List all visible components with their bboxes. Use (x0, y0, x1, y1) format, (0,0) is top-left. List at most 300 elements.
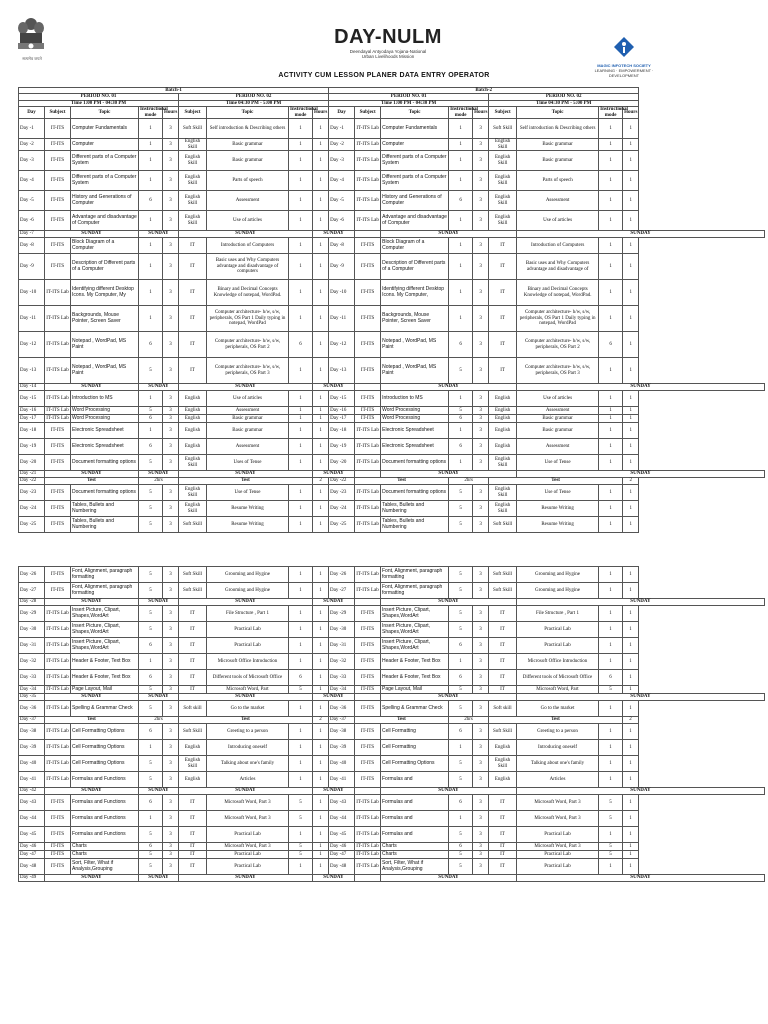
sunday-label: SUNDAY (45, 599, 139, 606)
mode-cell: 1 (599, 423, 623, 439)
table-row (19, 254, 765, 280)
subject-cell: IT-ITS (355, 306, 381, 332)
topic-cell: Insert Picture, Clipart, Shapes,WordArt (381, 638, 449, 654)
day-cell: Day -41 (329, 772, 355, 788)
mode-cell: 5 (599, 795, 623, 811)
subject-cell: IT (179, 811, 207, 827)
day-cell: Day -46 (329, 843, 355, 851)
topic-cell: Tables, Bullets and Numbering (381, 517, 449, 533)
emblem-icon (14, 16, 48, 58)
hours-cell: 1 (313, 843, 329, 851)
topic-cell: Resume Writing (207, 501, 289, 517)
subject-cell: English (179, 772, 207, 788)
topic-cell: Basic grammar (207, 415, 289, 423)
subject-cell: IT-ITS Lab (45, 772, 71, 788)
subject-cell: IT-ITS (45, 843, 71, 851)
subject-cell: English Skill (489, 139, 517, 151)
hours-cell: 3 (473, 171, 489, 191)
hours-cell: 1 (313, 358, 329, 384)
mode-cell: 6 (449, 415, 473, 423)
mode-cell: 6 (139, 843, 163, 851)
hours-cell: 3 (473, 517, 489, 533)
mode-cell: 5 (139, 756, 163, 772)
column-header: Day (329, 107, 355, 119)
topic-cell: Introduction to MS (381, 391, 449, 407)
subject-cell: English (179, 423, 207, 439)
mode-cell: 1 (599, 654, 623, 670)
day-cell: Day -38 (329, 724, 355, 740)
hours-cell: 1 (313, 332, 329, 358)
day-cell: Day -24 (329, 501, 355, 517)
hours-cell: 1 (623, 391, 639, 407)
mode-cell: 1 (289, 238, 313, 254)
hours-cell: 3 (473, 686, 489, 694)
subject-cell: IT (489, 622, 517, 638)
mode-cell: 1 (599, 859, 623, 875)
mode-cell: 1 (289, 191, 313, 211)
topic-cell: Resume Writing (207, 517, 289, 533)
mode-cell: 1 (449, 654, 473, 670)
topic-cell: Introducing oneself (207, 740, 289, 756)
table-row (19, 795, 765, 811)
day-cell: Day -39 (329, 740, 355, 756)
column-header: Hours (163, 107, 179, 119)
mode-cell: 1 (599, 358, 623, 384)
test-label: Test (489, 478, 623, 485)
mode-cell: 1 (449, 238, 473, 254)
day-cell (355, 599, 381, 606)
hours-cell: 3 (473, 358, 489, 384)
topic-cell: Binary and Decimal Concepts Knowledge of notepad, WordPad. (517, 280, 599, 306)
subject-cell: English (179, 439, 207, 455)
day-cell: Day -8 (329, 238, 355, 254)
topic-cell: File Structure , Part 1 (207, 606, 289, 622)
subject-cell: IT-ITS (355, 332, 381, 358)
hours-cell: 3 (473, 583, 489, 599)
topic-cell: Different parts of a Computer System (71, 151, 139, 171)
mode-cell: 5 (599, 811, 623, 827)
topic-cell: Practical Lab (207, 851, 289, 859)
mode-cell: 1 (289, 391, 313, 407)
hours-cell: 3 (163, 415, 179, 423)
table-row (19, 439, 765, 455)
sunday-row (19, 694, 765, 701)
hours-cell: 3 (163, 119, 179, 139)
topic-cell: Practical Lab (517, 859, 599, 875)
mode-cell: 1 (289, 151, 313, 171)
table-row (19, 622, 765, 638)
day-cell: Day -44 (329, 811, 355, 827)
sunday-label: SUNDAY (313, 231, 355, 238)
hours-cell: 1 (313, 701, 329, 717)
topic-cell: Assessment (517, 439, 599, 455)
subject-cell: English (489, 772, 517, 788)
topic-cell: Basic uses and Why Computers advantage and disadvantage of computers (207, 254, 289, 280)
subject-cell: IT-ITS (45, 139, 71, 151)
subject-cell: IT-ITS Lab (45, 358, 71, 384)
table-row (19, 701, 765, 717)
day-cell: Day -45 (329, 827, 355, 843)
mode-cell: 1 (599, 606, 623, 622)
mode-cell: 1 (599, 191, 623, 211)
subject-cell: Soft Skill (489, 119, 517, 139)
day-cell: Day -37 (19, 717, 45, 724)
table-row (19, 238, 765, 254)
lesson-plan-table-part-1 (18, 87, 765, 533)
mode-cell: 1 (289, 139, 313, 151)
subject-cell: IT-ITS Lab (45, 622, 71, 638)
subject-cell: IT-ITS Lab (355, 455, 381, 471)
hours-cell: 3 (473, 501, 489, 517)
topic-cell: Microsoft Word, Part (517, 686, 599, 694)
hours-cell: 1 (313, 407, 329, 415)
sunday-label: SUNDAY (313, 694, 355, 701)
topic-cell: Talking about one's family (517, 756, 599, 772)
day-cell: Day -45 (19, 827, 45, 843)
period-header: PERIOD NO. 02 (179, 94, 329, 100)
table-row (19, 859, 765, 875)
day-cell (355, 231, 381, 238)
subject-cell: IT-ITS Lab (355, 171, 381, 191)
mode-cell: 1 (289, 439, 313, 455)
mode-cell: 6 (449, 843, 473, 851)
sunday-label: SUNDAY (139, 384, 179, 391)
day-cell: Day -2 (19, 139, 45, 151)
mode-cell: 1 (599, 238, 623, 254)
topic-cell: Basic grammar (517, 423, 599, 439)
hours-cell: 1 (623, 622, 639, 638)
topic-cell: Assessment (207, 191, 289, 211)
mode-cell: 1 (599, 211, 623, 231)
topic-cell: Basic grammar (207, 151, 289, 171)
day-cell: Day -43 (329, 795, 355, 811)
subject-cell: IT-ITS (45, 827, 71, 843)
day-cell: Day -16 (19, 407, 45, 415)
day-cell: Day -48 (19, 859, 45, 875)
subject-cell: IT-ITS Lab (355, 139, 381, 151)
subject-cell: IT (489, 851, 517, 859)
topic-cell: Word Processing (71, 407, 139, 415)
topic-cell: Introduction of Computers (517, 238, 599, 254)
mode-cell: 5 (139, 455, 163, 471)
subject-cell: English Skill (179, 211, 207, 231)
sunday-row (19, 875, 765, 882)
subject-cell: IT-ITS (45, 254, 71, 280)
mode-cell: 1 (289, 423, 313, 439)
day-cell: Day -32 (19, 654, 45, 670)
hours-cell: 3 (163, 391, 179, 407)
subject-cell: IT-ITS Lab (355, 517, 381, 533)
mode-cell: 5 (289, 795, 313, 811)
topic-cell: Different parts of a Computer System (71, 171, 139, 191)
sunday-label: SUNDAY (45, 231, 139, 238)
day-cell: Day -46 (19, 843, 45, 851)
hours-cell: 1 (623, 407, 639, 415)
topic-cell: Introduction of Computers (207, 238, 289, 254)
mode-cell: 5 (449, 567, 473, 583)
subject-cell: English Skill (489, 171, 517, 191)
subject-cell: IT-ITS Lab (355, 811, 381, 827)
subject-cell: Soft Skill (179, 567, 207, 583)
sunday-label: SUNDAY (517, 384, 765, 391)
sunday-label: SUNDAY (313, 788, 355, 795)
mode-cell: 5 (599, 851, 623, 859)
hours-cell: 1 (623, 139, 639, 151)
topic-cell: Identifying different Desktop Icons. My Computer, My (71, 280, 139, 306)
subject-cell: English Skill (179, 171, 207, 191)
day-cell: Day -6 (19, 211, 45, 231)
day-cell: Day -40 (329, 756, 355, 772)
table-row (19, 501, 765, 517)
topic-cell: Document formatting options (71, 455, 139, 471)
mode-cell: 5 (139, 622, 163, 638)
table-row (19, 407, 765, 415)
mode-cell: 6 (139, 795, 163, 811)
mode-cell: 6 (599, 670, 623, 686)
day-cell: Day -13 (19, 358, 45, 384)
subject-cell: IT-ITS (355, 638, 381, 654)
subject-cell: Soft Skill (179, 724, 207, 740)
table-row (19, 455, 765, 471)
subject-cell: English Skill (489, 151, 517, 171)
mode-cell: 5 (449, 859, 473, 875)
hours-cell: 1 (313, 280, 329, 306)
topic-cell: Font, Alignment, paragraph formatting (381, 567, 449, 583)
subject-cell: IT (179, 606, 207, 622)
hours-cell: 1 (313, 423, 329, 439)
hours-cell: 1 (623, 654, 639, 670)
table-row (19, 485, 765, 501)
hours-cell: 1 (623, 851, 639, 859)
subject-cell: IT-ITS (45, 423, 71, 439)
mode-cell: 1 (289, 407, 313, 415)
column-header: Topic (517, 107, 599, 119)
hours-cell: 1 (313, 119, 329, 139)
subject-cell: IT (179, 851, 207, 859)
subject-cell: IT-ITS Lab (356, 851, 379, 857)
hours-cell: 1 (623, 439, 639, 455)
hours-cell: 1 (623, 485, 639, 501)
mode-cell: 5 (139, 485, 163, 501)
subject-cell: IT (179, 670, 207, 686)
topic-cell: Charts (381, 843, 449, 851)
topic-cell: Word Processing (71, 415, 139, 423)
subject-cell: English Skill (489, 501, 517, 517)
test-label: Test (355, 717, 449, 724)
period-time: Time 04:30 PM - 5:00 PM (489, 100, 639, 106)
mode-cell: 1 (449, 306, 473, 332)
hours-cell: 1 (623, 119, 639, 139)
topic-cell: Computer architecture- h/w, s/w, peripherals, OS Part 3 (207, 358, 289, 384)
topic-cell: Formulas and (381, 772, 449, 788)
subject-cell: IT-ITS (45, 485, 71, 501)
topic-cell: Practical Lab (207, 638, 289, 654)
mode-cell: 1 (599, 306, 623, 332)
logo-subtitle-2: Urban Livelihoods Mission (361, 54, 415, 59)
day-cell: Day -10 (19, 280, 45, 306)
mode-cell: 1 (139, 139, 163, 151)
mode-cell: 1 (139, 423, 163, 439)
topic-cell: Resume Writing (517, 501, 599, 517)
hours-cell: 1 (313, 622, 329, 638)
mode-cell: 6 (289, 332, 313, 358)
day-cell: Day -11 (329, 306, 355, 332)
hours-cell: 3 (163, 211, 179, 231)
hours-cell: 3 (473, 332, 489, 358)
subject-cell: IT-ITS (45, 119, 71, 139)
mode-cell: 5 (289, 811, 313, 827)
column-header: Hours (623, 107, 639, 119)
sunday-label: SUNDAY (381, 875, 517, 882)
subject-cell: IT (179, 686, 207, 694)
subject-cell: IT-ITS (355, 740, 381, 756)
hours-cell: 3 (163, 254, 179, 280)
mode-cell: 1 (599, 391, 623, 407)
table-row (19, 638, 765, 654)
hours-cell: 3 (473, 211, 489, 231)
day-cell: Day -10 (329, 280, 355, 306)
sunday-label: SUNDAY (45, 875, 139, 882)
topic-cell: Font, Alignment, paragraph formatting (71, 583, 139, 599)
subject-cell: IT-ITS Lab (355, 827, 381, 843)
mode-cell: 1 (289, 415, 313, 423)
mode-cell: 1 (289, 772, 313, 788)
hours-cell: 3 (473, 851, 489, 859)
hours-cell: 1 (313, 583, 329, 599)
subject-cell: IT (489, 332, 517, 358)
sunday-label: SUNDAY (381, 384, 517, 391)
mode-cell: 1 (289, 859, 313, 875)
subject-cell: IT-ITS Lab (45, 332, 71, 358)
topic-cell: Header & Footer, Text Box (381, 670, 449, 686)
day-cell: Day -4 (329, 171, 355, 191)
day-cell: Day -1 (329, 119, 355, 139)
day-cell: Day -33 (329, 670, 355, 686)
subject-cell: English Skill (489, 191, 517, 211)
subject-cell: English Skill (179, 191, 207, 211)
day-cell: Day -25 (329, 517, 355, 533)
subject-cell: IT-ITS (45, 811, 71, 827)
hours-cell: 3 (473, 740, 489, 756)
mode-cell: 1 (449, 740, 473, 756)
day-cell: Day -21 (19, 471, 45, 478)
topic-cell: Header & Footer, Text Box (381, 654, 449, 670)
mode-cell: 6 (289, 670, 313, 686)
mode-cell: 1 (139, 811, 163, 827)
topic-cell: Grooming and Hygine (517, 567, 599, 583)
topic-cell: Cell Formatting Options (71, 724, 139, 740)
hours-cell: 3 (163, 567, 179, 583)
mode-cell: 1 (139, 740, 163, 756)
table-row (19, 756, 765, 772)
hours-cell: 1 (623, 501, 639, 517)
subject-cell: IT-ITS Lab (45, 670, 71, 686)
mode-cell: 1 (599, 151, 623, 171)
column-header: Instructional mode (290, 107, 318, 118)
mode-cell: 5 (449, 358, 473, 384)
hours-cell: 3 (473, 859, 489, 875)
subject-cell: Soft skill (179, 701, 207, 717)
subject-cell: IT-ITS Lab (45, 756, 71, 772)
mode-cell: 1 (449, 423, 473, 439)
hours-cell: 1 (313, 811, 329, 827)
topic-cell: History and Generations of Computer (381, 191, 449, 211)
hours-cell: 3 (163, 724, 179, 740)
table-row (19, 171, 765, 191)
hours-cell: 1 (623, 415, 639, 423)
day-cell: Day -13 (329, 358, 355, 384)
mode-cell: 6 (449, 670, 473, 686)
topic-cell: Notepad , WordPad, MS Paint (381, 358, 449, 384)
hours-cell: 1 (623, 567, 639, 583)
period-header: PERIOD NO. 01 (19, 94, 179, 100)
mode-cell: 1 (599, 638, 623, 654)
hours-cell: 1 (623, 638, 639, 654)
topic-cell: Microsoft Word, Part 3 (207, 795, 289, 811)
sunday-label: SUNDAY (313, 384, 355, 391)
test-row (19, 478, 765, 485)
hours-cell: 3 (163, 139, 179, 151)
test-hours: 2hrs (449, 478, 489, 485)
day-cell: Day -34 (19, 686, 45, 694)
hours-cell: 1 (313, 254, 329, 280)
topic-cell: Electronic Spreadsheet (381, 423, 449, 439)
table-row (19, 119, 765, 139)
subject-cell: English (179, 740, 207, 756)
topic-cell: Charts (381, 851, 449, 859)
subject-cell: Soft Skill (489, 583, 517, 599)
mode-cell: 1 (139, 306, 163, 332)
subject-cell: IT-ITS (355, 772, 381, 788)
test-label: Test (489, 717, 623, 724)
hours-cell: 3 (473, 827, 489, 843)
day-cell: Day -15 (19, 391, 45, 407)
day-cell: Day -22 (19, 478, 45, 485)
subject-cell: IT-ITS (45, 151, 71, 171)
subject-cell: Soft Skill (489, 517, 517, 533)
period-header: PERIOD NO. 02 (489, 94, 639, 100)
mode-cell: 1 (139, 391, 163, 407)
hours-cell: 3 (473, 622, 489, 638)
hours-cell: 1 (313, 191, 329, 211)
table-row (19, 670, 765, 686)
mode-cell: 1 (139, 238, 163, 254)
hours-cell: 1 (623, 670, 639, 686)
day-cell: Day -4 (19, 171, 45, 191)
subject-cell: IT (489, 859, 517, 875)
test-hours: 2 (313, 478, 329, 485)
mode-cell: 5 (449, 583, 473, 599)
sunday-label: SUNDAY (179, 694, 313, 701)
sunday-label: SUNDAY (517, 875, 765, 882)
subject-cell: IT-ITS Lab (355, 211, 381, 231)
subject-cell: Soft Skill (179, 517, 207, 533)
subject-cell: English Skill (179, 485, 207, 501)
mode-cell: 1 (599, 567, 623, 583)
mode-cell: 1 (599, 740, 623, 756)
topic-cell: Practical Lab (517, 827, 599, 843)
subject-cell: IT-ITS Lab (355, 583, 381, 599)
logo-title: DAY-NULM (334, 26, 442, 48)
column-header: Hours (473, 107, 489, 119)
hours-cell: 3 (163, 638, 179, 654)
topic-cell: Articles (517, 772, 599, 788)
topic-cell: Cell Formatting Options (381, 756, 449, 772)
test-hours: 2hrs (449, 717, 489, 724)
table-row (19, 827, 765, 843)
subject-cell: IT (179, 254, 207, 280)
mode-cell: 5 (139, 606, 163, 622)
